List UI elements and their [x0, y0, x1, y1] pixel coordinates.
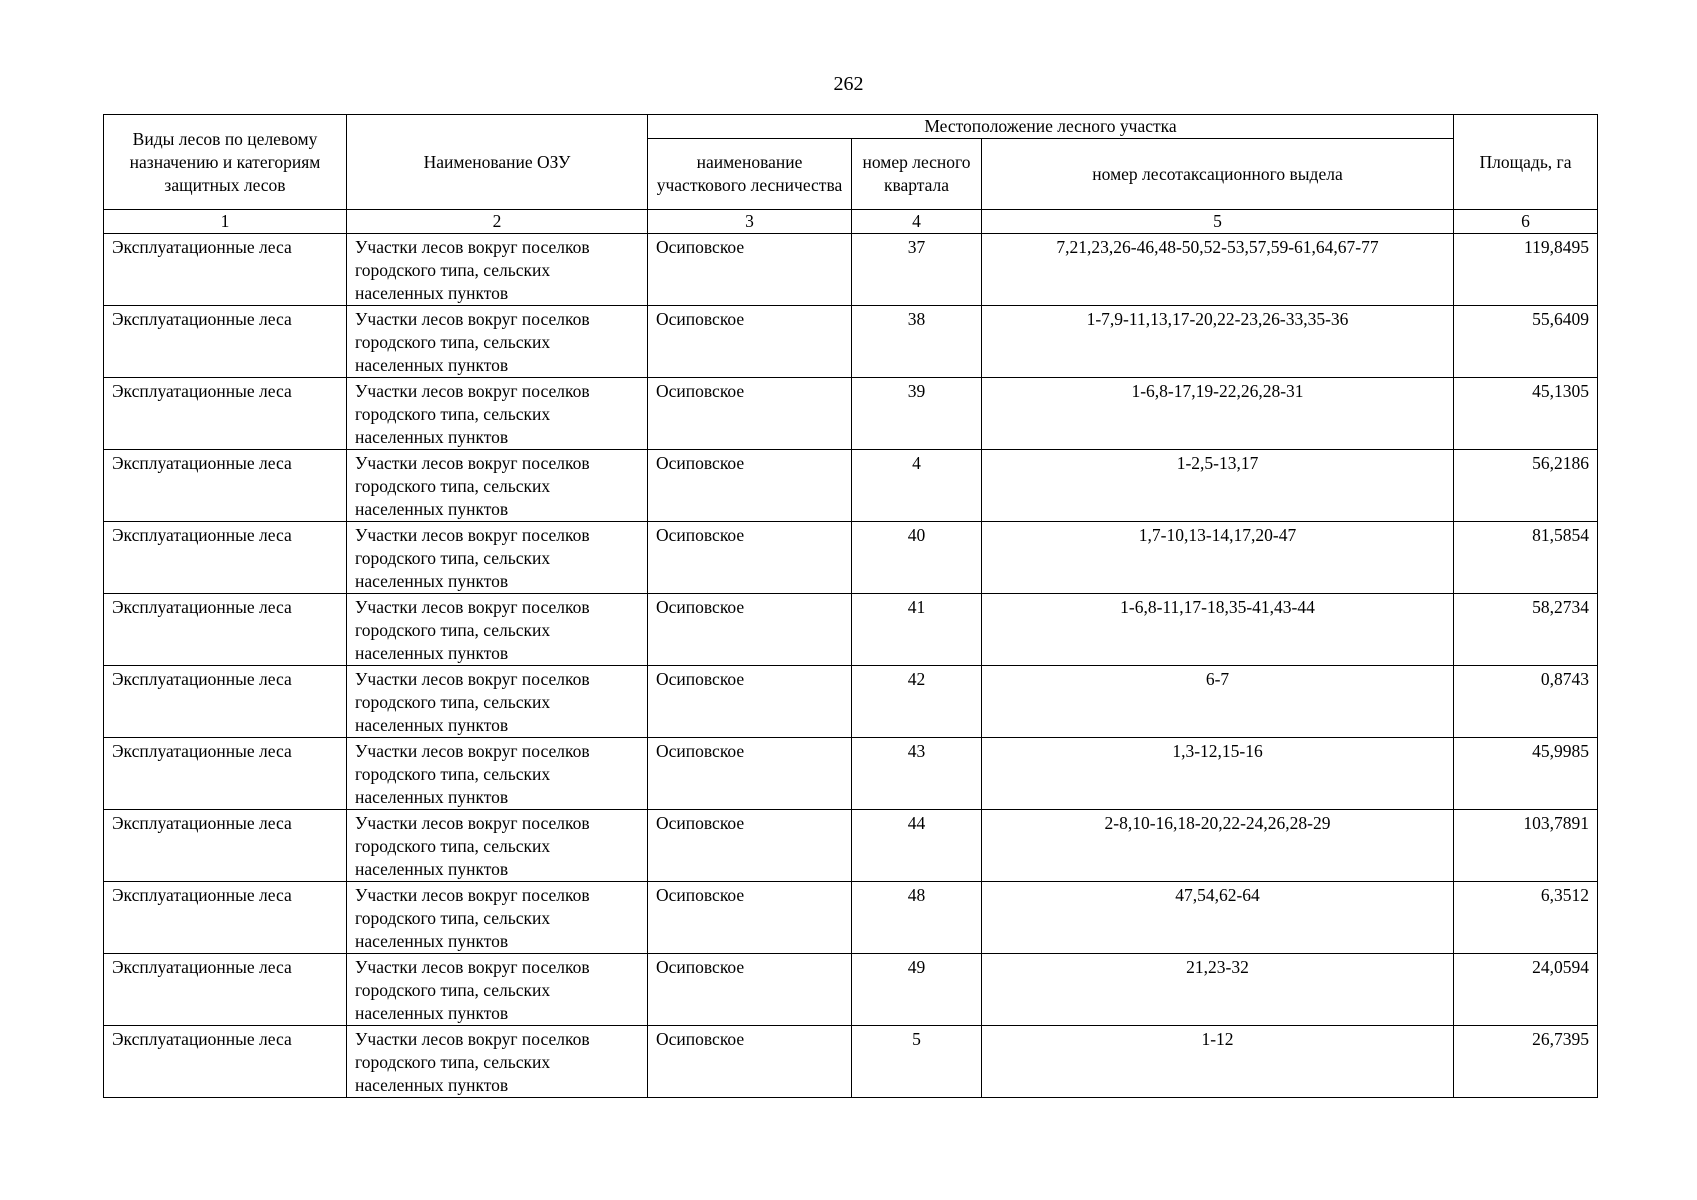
- forestry-name-cell: Осиповское: [648, 234, 852, 306]
- quarter-number-cell: 49: [852, 954, 982, 1026]
- forest-type-cell: Эксплуатационные леса: [104, 1026, 347, 1098]
- ozu-name-cell: Участки лесов вокруг поселков городского типа, сельских населенных пунктов: [347, 594, 648, 666]
- header-forest-type: Виды лесов по целевому назначению и категориям защитных лесов: [104, 115, 347, 210]
- quarter-number-cell: 39: [852, 378, 982, 450]
- forest-type-cell: Эксплуатационные леса: [104, 378, 347, 450]
- forest-type-cell: Эксплуатационные леса: [104, 234, 347, 306]
- forestry-name-cell: Осиповское: [648, 306, 852, 378]
- forestry-name-cell: Осиповское: [648, 522, 852, 594]
- area-cell: 6,3512: [1454, 882, 1598, 954]
- table-row: [104, 954, 1598, 1026]
- forest-type-cell: Эксплуатационные леса: [104, 450, 347, 522]
- area-cell: 103,7891: [1454, 810, 1598, 882]
- quarter-number-cell: 37: [852, 234, 982, 306]
- ozu-name-cell: Участки лесов вокруг поселков городского типа, сельских населенных пунктов: [347, 882, 648, 954]
- quarter-number-cell: 42: [852, 666, 982, 738]
- table-row: [104, 738, 1598, 810]
- header-quarter-number: номер лесного квартала: [852, 139, 982, 210]
- ozu-name-cell: Участки лесов вокруг поселков городского типа, сельских населенных пунктов: [347, 810, 648, 882]
- forestry-name-cell: Осиповское: [648, 1026, 852, 1098]
- forest-plots-table: [103, 114, 1598, 1098]
- plot-numbers-cell: 1-12: [982, 1026, 1454, 1098]
- area-cell: 0,8743: [1454, 666, 1598, 738]
- ozu-name-cell: Участки лесов вокруг поселков городского типа, сельских населенных пунктов: [347, 1026, 648, 1098]
- column-number: 6: [1454, 210, 1598, 234]
- forest-type-cell: Эксплуатационные леса: [104, 522, 347, 594]
- forest-type-cell: Эксплуатационные леса: [104, 594, 347, 666]
- header-forestry-name: наименование участкового лесничества: [648, 139, 852, 210]
- forestry-name-cell: Осиповское: [648, 378, 852, 450]
- column-number: 5: [982, 210, 1454, 234]
- table-header: [104, 115, 1598, 210]
- forest-type-cell: Эксплуатационные леса: [104, 882, 347, 954]
- header-plot-number: номер лесотаксационного выдела: [982, 139, 1454, 210]
- quarter-number-cell: 4: [852, 450, 982, 522]
- forest-type-cell: Эксплуатационные леса: [104, 954, 347, 1026]
- quarter-number-cell: 44: [852, 810, 982, 882]
- column-number: 3: [648, 210, 852, 234]
- table-body: [104, 234, 1598, 1098]
- table-row: [104, 450, 1598, 522]
- area-cell: 45,1305: [1454, 378, 1598, 450]
- ozu-name-cell: Участки лесов вокруг поселков городского типа, сельских населенных пунктов: [347, 954, 648, 1026]
- area-cell: 56,2186: [1454, 450, 1598, 522]
- quarter-number-cell: 5: [852, 1026, 982, 1098]
- column-number: 2: [347, 210, 648, 234]
- quarter-number-cell: 43: [852, 738, 982, 810]
- area-cell: 26,7395: [1454, 1026, 1598, 1098]
- ozu-name-cell: Участки лесов вокруг поселков городского типа, сельских населенных пунктов: [347, 450, 648, 522]
- forest-type-cell: Эксплуатационные леса: [104, 666, 347, 738]
- table-row: [104, 1026, 1598, 1098]
- area-cell: 81,5854: [1454, 522, 1598, 594]
- ozu-name-cell: Участки лесов вокруг поселков городского типа, сельских населенных пунктов: [347, 738, 648, 810]
- column-number-row: [104, 210, 1598, 234]
- column-number: 4: [852, 210, 982, 234]
- plot-numbers-cell: 6-7: [982, 666, 1454, 738]
- forestry-name-cell: Осиповское: [648, 594, 852, 666]
- table-row: [104, 522, 1598, 594]
- area-cell: 45,9985: [1454, 738, 1598, 810]
- plot-numbers-cell: 21,23-32: [982, 954, 1454, 1026]
- table-row: [104, 810, 1598, 882]
- plot-numbers-cell: 1-6,8-17,19-22,26,28-31: [982, 378, 1454, 450]
- area-cell: 58,2734: [1454, 594, 1598, 666]
- forestry-name-cell: Осиповское: [648, 882, 852, 954]
- forestry-name-cell: Осиповское: [648, 954, 852, 1026]
- plot-numbers-cell: 1,7-10,13-14,17,20-47: [982, 522, 1454, 594]
- column-number: 1: [104, 210, 347, 234]
- page-number: 262: [833, 73, 864, 95]
- quarter-number-cell: 38: [852, 306, 982, 378]
- table-row: [104, 666, 1598, 738]
- header-location-group: Местоположение лесного участка: [648, 115, 1454, 139]
- table-row: [104, 594, 1598, 666]
- plot-numbers-cell: 7,21,23,26-46,48-50,52-53,57,59-61,64,67-77: [982, 234, 1454, 306]
- table-row: [104, 882, 1598, 954]
- header-area: Площадь, га: [1454, 115, 1598, 210]
- ozu-name-cell: Участки лесов вокруг поселков городского типа, сельских населенных пунктов: [347, 306, 648, 378]
- forest-type-cell: Эксплуатационные леса: [104, 738, 347, 810]
- plot-numbers-cell: 1-7,9-11,13,17-20,22-23,26-33,35-36: [982, 306, 1454, 378]
- ozu-name-cell: Участки лесов вокруг поселков городского типа, сельских населенных пунктов: [347, 666, 648, 738]
- quarter-number-cell: 48: [852, 882, 982, 954]
- quarter-number-cell: 40: [852, 522, 982, 594]
- quarter-number-cell: 41: [852, 594, 982, 666]
- area-cell: 119,8495: [1454, 234, 1598, 306]
- area-cell: 55,6409: [1454, 306, 1598, 378]
- ozu-name-cell: Участки лесов вокруг поселков городского типа, сельских населенных пунктов: [347, 378, 648, 450]
- area-cell: 24,0594: [1454, 954, 1598, 1026]
- forestry-name-cell: Осиповское: [648, 810, 852, 882]
- forest-type-cell: Эксплуатационные леса: [104, 810, 347, 882]
- plot-numbers-cell: 47,54,62-64: [982, 882, 1454, 954]
- header-ozu-name: Наименование ОЗУ: [347, 115, 648, 210]
- forestry-name-cell: Осиповское: [648, 738, 852, 810]
- plot-numbers-cell: 1-2,5-13,17: [982, 450, 1454, 522]
- ozu-name-cell: Участки лесов вокруг поселков городского типа, сельских населенных пунктов: [347, 522, 648, 594]
- table-row: [104, 378, 1598, 450]
- table-row: [104, 234, 1598, 306]
- plot-numbers-cell: 1-6,8-11,17-18,35-41,43-44: [982, 594, 1454, 666]
- table-row: [104, 306, 1598, 378]
- forest-type-cell: Эксплуатационные леса: [104, 306, 347, 378]
- forestry-name-cell: Осиповское: [648, 666, 852, 738]
- plot-numbers-cell: 1,3-12,15-16: [982, 738, 1454, 810]
- plot-numbers-cell: 2-8,10-16,18-20,22-24,26,28-29: [982, 810, 1454, 882]
- ozu-name-cell: Участки лесов вокруг поселков городского типа, сельских населенных пунктов: [347, 234, 648, 306]
- forestry-name-cell: Осиповское: [648, 450, 852, 522]
